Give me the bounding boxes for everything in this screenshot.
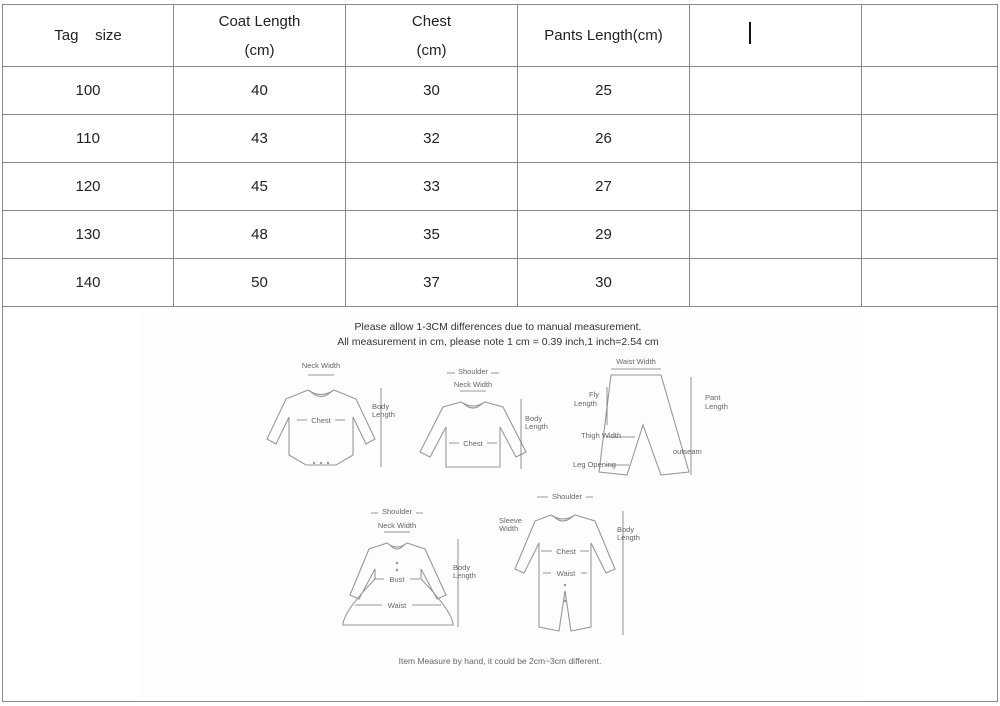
svg-text:Neck Width: Neck Width: [453, 380, 493, 389]
table-cell[interactable]: 43: [174, 115, 346, 163]
svg-text:Shoulder: Shoulder: [457, 367, 489, 376]
table-cell[interactable]: [690, 259, 862, 307]
svg-text:Chest: Chest: [311, 416, 331, 425]
svg-text:Pant: Pant: [705, 393, 721, 402]
table-cell[interactable]: 100: [3, 67, 174, 115]
svg-text:Body: Body: [372, 402, 390, 411]
svg-text:Length: Length: [372, 410, 395, 419]
svg-text:Waist: Waist: [556, 569, 576, 578]
table-cell[interactable]: [690, 211, 862, 259]
table-cell[interactable]: 40: [174, 67, 346, 115]
table-cell[interactable]: 37: [346, 259, 518, 307]
svg-text:Neck Width: Neck Width: [377, 521, 417, 530]
table-row: [3, 259, 998, 307]
header-chest[interactable]: Chest (cm): [346, 5, 518, 67]
table-cell[interactable]: [862, 163, 998, 211]
svg-text:Body: Body: [617, 525, 635, 534]
svg-text:Chest: Chest: [556, 547, 576, 556]
table-cell[interactable]: 48: [174, 211, 346, 259]
table-cell[interactable]: 32: [346, 115, 518, 163]
measure-footer-note: Item Measure by hand, it could be 2cm~3cm different.: [398, 656, 602, 666]
table-cell[interactable]: [862, 259, 998, 307]
header-empty-cell-active[interactable]: [690, 5, 862, 67]
svg-text:outseam: outseam: [673, 447, 702, 456]
table-cell[interactable]: 120: [3, 163, 174, 211]
svg-text:Fly: Fly: [589, 390, 599, 399]
table-cell[interactable]: 30: [518, 259, 690, 307]
table-cell[interactable]: [862, 67, 998, 115]
table-cell[interactable]: [690, 67, 862, 115]
diagram-row: [3, 307, 998, 702]
table-cell[interactable]: 140: [3, 259, 174, 307]
svg-text:Chest: Chest: [463, 439, 483, 448]
svg-text:Body: Body: [453, 563, 471, 572]
svg-text:Neck Width: Neck Width: [301, 361, 341, 370]
svg-text:Thigh Width: Thigh Width: [581, 431, 622, 440]
svg-text:Shoulder: Shoulder: [381, 507, 413, 516]
table-cell[interactable]: 27: [518, 163, 690, 211]
svg-text:Width: Width: [499, 524, 519, 533]
svg-text:Body: Body: [525, 414, 543, 423]
table-cell[interactable]: 45: [174, 163, 346, 211]
svg-text:Length: Length: [453, 571, 476, 580]
svg-text:Length: Length: [525, 422, 548, 431]
table-cell[interactable]: 110: [3, 115, 174, 163]
svg-text:Length: Length: [705, 402, 728, 411]
table-cell[interactable]: 33: [346, 163, 518, 211]
svg-text:Leg Opening: Leg Opening: [573, 460, 616, 469]
table-cell[interactable]: [690, 115, 862, 163]
diagram-cell[interactable]: [3, 307, 998, 702]
table-cell[interactable]: 30: [346, 67, 518, 115]
svg-text:Waist Width: Waist Width: [616, 357, 656, 366]
header-empty-cell[interactable]: [862, 5, 998, 67]
svg-text:Shoulder: Shoulder: [551, 492, 583, 501]
table-row: [3, 115, 998, 163]
header-pants-length[interactable]: Pants Length(cm): [518, 5, 690, 67]
header-tag-size[interactable]: Tag size: [3, 5, 174, 67]
table-cell[interactable]: [690, 163, 862, 211]
svg-text:Sleeve: Sleeve: [499, 516, 522, 525]
text-cursor: [749, 22, 751, 44]
svg-text:Bust: Bust: [389, 575, 405, 584]
table-cell[interactable]: 50: [174, 259, 346, 307]
table-cell[interactable]: 25: [518, 67, 690, 115]
table-cell[interactable]: 35: [346, 211, 518, 259]
svg-text:Length: Length: [617, 533, 640, 542]
note-line-1: Please allow 1-3CM differences due to manual measurement.: [354, 321, 642, 333]
measurement-guide-image: [3, 307, 997, 701]
size-chart-table: [2, 4, 998, 702]
svg-text:Length: Length: [574, 399, 597, 408]
table-cell[interactable]: [862, 211, 998, 259]
note-line-2: All measurement in cm, please note 1 cm = 0.39 inch,1 inch=2.54 cm: [337, 336, 659, 348]
table-row: [3, 211, 998, 259]
table-cell[interactable]: 130: [3, 211, 174, 259]
table-cell[interactable]: [862, 115, 998, 163]
table-cell[interactable]: 29: [518, 211, 690, 259]
header-coat-length[interactable]: Coat Length (cm): [174, 5, 346, 67]
table-row: [3, 163, 998, 211]
table-header-row: [3, 5, 998, 67]
svg-text:Waist: Waist: [387, 601, 407, 610]
guide-background: [138, 313, 863, 697]
table-cell[interactable]: 26: [518, 115, 690, 163]
table-row: [3, 67, 998, 115]
